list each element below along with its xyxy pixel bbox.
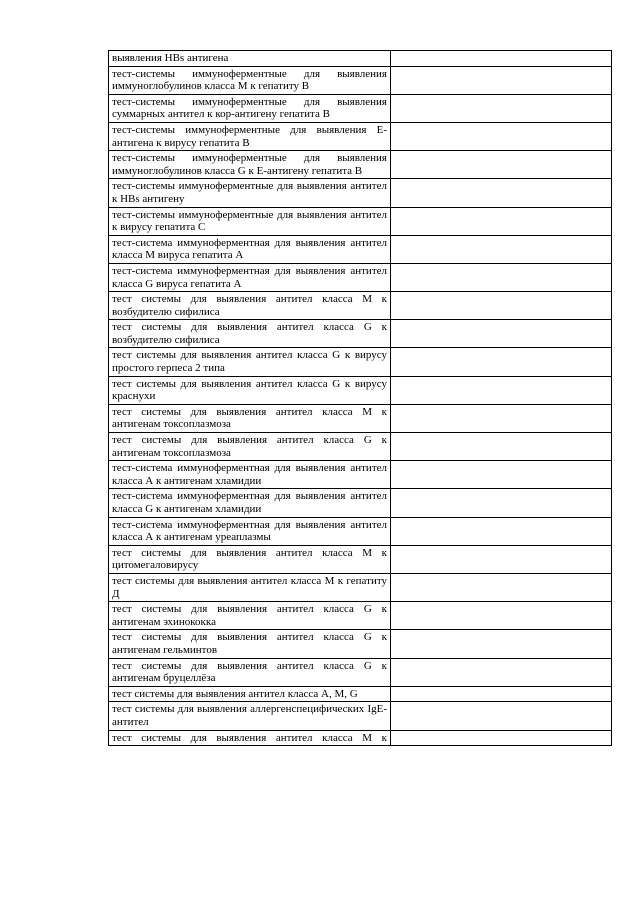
table-row (109, 686, 612, 702)
row-text: тест системы для выявления антител класса М к антигенам токсоплазмоза (109, 404, 391, 432)
empty-cell (391, 730, 612, 746)
table-body (109, 51, 612, 746)
empty-cell (391, 66, 612, 94)
empty-cell (391, 263, 612, 291)
row-text: тест-система иммуноферментная для выявления антител класса G вируса гепатита А (109, 263, 391, 291)
table-row (109, 517, 612, 545)
empty-cell (391, 433, 612, 461)
table-row (109, 376, 612, 404)
empty-cell (391, 292, 612, 320)
table-row (109, 433, 612, 461)
row-text: тест-системы иммуноферментные для выявления антител к вирусу гепатита С (109, 207, 391, 235)
table-row (109, 573, 612, 601)
table-row (109, 489, 612, 517)
empty-cell (391, 179, 612, 207)
empty-cell (391, 51, 612, 67)
row-text: тест-системы иммуноферментные для выявления иммуноглобулинов класса М к гепатиту В (109, 66, 391, 94)
empty-cell (391, 151, 612, 179)
empty-cell (391, 122, 612, 150)
row-text: тест системы для выявления антител класса G к антигенам эхинококка (109, 602, 391, 630)
row-text: тест-системы иммуноферментные для выявления иммуноглобулинов класса G к Е-антигену гепатита В (109, 151, 391, 179)
table-row (109, 179, 612, 207)
row-text: тест системы для выявления антител класса М к возбудителю сифилиса (109, 292, 391, 320)
table-row (109, 263, 612, 291)
table-row (109, 730, 612, 746)
empty-cell (391, 602, 612, 630)
row-text: тест системы для выявления антител класса G к антигенам гельминтов (109, 630, 391, 658)
empty-cell (391, 573, 612, 601)
table-row (109, 66, 612, 94)
row-text: тест-система иммуноферментная для выявления антител класса А к антигенам хламидии (109, 461, 391, 489)
row-text: тест-система иммуноферментная для выявления антител класса М вируса гепатита А (109, 235, 391, 263)
row-text: тест системы для выявления антител класса А, М, G (109, 686, 391, 702)
row-text: тест-системы иммуноферментные для выявления Е-антигена к вирусу гепатита В (109, 122, 391, 150)
table-row (109, 461, 612, 489)
empty-cell (391, 545, 612, 573)
row-text: тест системы для выявления антител класса М к (109, 730, 391, 746)
row-text: тест системы для выявления антител класса М к гепатиту Д (109, 573, 391, 601)
row-text: тест системы для выявления антител класса М к цитомегаловирусу (109, 545, 391, 573)
table-row (109, 151, 612, 179)
empty-cell (391, 686, 612, 702)
empty-cell (391, 404, 612, 432)
table-row (109, 404, 612, 432)
table-row (109, 207, 612, 235)
table-row (109, 235, 612, 263)
table-row (109, 630, 612, 658)
row-text: тест системы для выявления антител класса G к антигенам бруцеллёза (109, 658, 391, 686)
table-row (109, 292, 612, 320)
table-row (109, 122, 612, 150)
row-text: тест системы для выявления антител класса G к возбудителю сифилиса (109, 320, 391, 348)
table-row (109, 602, 612, 630)
table-row (109, 545, 612, 573)
empty-cell (391, 517, 612, 545)
empty-cell (391, 94, 612, 122)
row-text: тест-системы иммуноферментные для выявления антител к HBs антигену (109, 179, 391, 207)
empty-cell (391, 489, 612, 517)
empty-cell (391, 235, 612, 263)
row-text: тест-система иммуноферментная для выявления антител класса G к антигенам хламидии (109, 489, 391, 517)
empty-cell (391, 348, 612, 376)
empty-cell (391, 376, 612, 404)
row-text: тест системы для выявления антител класса G к антигенам токсоплазмоза (109, 433, 391, 461)
row-text: тест системы для выявления антител класса G к вирусу краснухи (109, 376, 391, 404)
table-row (109, 702, 612, 730)
table-row (109, 94, 612, 122)
empty-cell (391, 320, 612, 348)
empty-cell (391, 630, 612, 658)
empty-cell (391, 702, 612, 730)
row-text: выявления HBs антигена (109, 51, 391, 67)
empty-cell (391, 658, 612, 686)
table-row (109, 658, 612, 686)
empty-cell (391, 461, 612, 489)
table-row (109, 320, 612, 348)
table-row (109, 348, 612, 376)
row-text: тест системы для выявления антител класса G к вирусу простого герпеса 2 типа (109, 348, 391, 376)
row-text: тест-система иммуноферментная для выявления антител класса А к антигенам уреаплазмы (109, 517, 391, 545)
row-text: тест системы для выявления аллергенспецифических IgЕ-антител (109, 702, 391, 730)
row-text: тест-системы иммуноферментные для выявления суммарных антител к кор-антигену гепатита В (109, 94, 391, 122)
empty-cell (391, 207, 612, 235)
document-table (108, 50, 612, 746)
table-row (109, 51, 612, 67)
